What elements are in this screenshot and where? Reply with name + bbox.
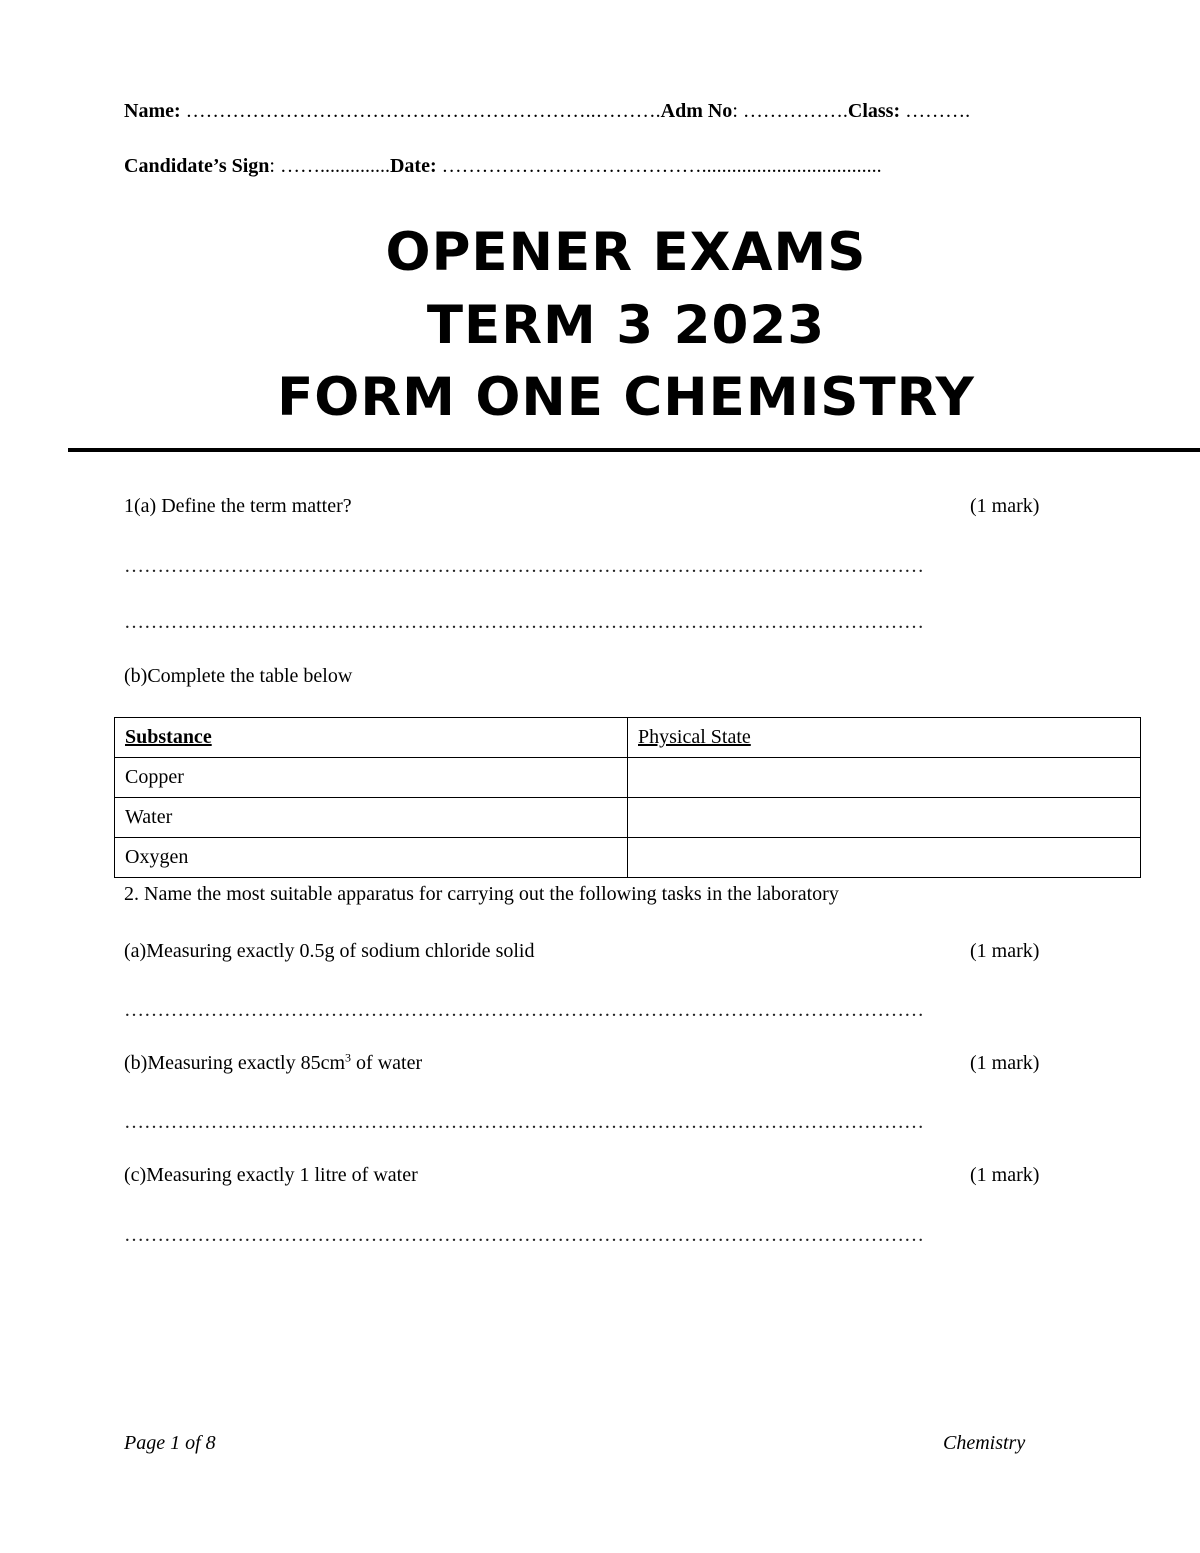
title-line-3: FORM ONE CHEMISTRY <box>277 367 975 428</box>
question-1a-marks: (1 mark) <box>970 495 1040 517</box>
question-2a-marks: (1 mark) <box>970 940 1040 962</box>
title-line-2: TERM 3 2023 <box>426 295 826 356</box>
header-line-1 <box>124 100 970 123</box>
table-header-physical-state: Physical State <box>628 718 1141 758</box>
question-1a: 1(a) Define the term matter? <box>124 495 352 517</box>
substance-table <box>114 717 1141 878</box>
table-header-substance: Substance <box>115 718 628 758</box>
answer-line-2b[interactable]: ………………………………………………………………………………………………………… <box>124 1111 924 1133</box>
table-cell-substance: Copper <box>115 758 628 798</box>
answer-line-2c[interactable]: ………………………………………………………………………………………………………… <box>124 1224 924 1246</box>
question-2a: (a)Measuring exactly 0.5g of sodium chloride solid <box>124 940 535 962</box>
class-field[interactable]: ………. <box>900 100 971 122</box>
date-label: Date: <box>389 155 437 177</box>
question-2c-marks: (1 mark) <box>970 1164 1040 1186</box>
table-row <box>115 838 1141 878</box>
question-2c: (c)Measuring exactly 1 litre of water <box>124 1164 418 1186</box>
title-line-1: OPENER EXAMS <box>385 222 867 283</box>
title-divider <box>68 448 1200 452</box>
candidate-sign-field[interactable]: : …….............. <box>269 155 390 177</box>
answer-line-1a-1[interactable]: ………………………………………………………………………………………………………… <box>124 555 924 577</box>
footer-page-number: Page 1 of 8 <box>124 1432 216 1454</box>
adm-no-label: Adm No <box>660 100 733 122</box>
question-2b: (b)Measuring exactly $85cm^3$ of water <box>124 1050 423 1074</box>
table-row <box>115 798 1141 838</box>
adm-no-field[interactable]: : ……………. <box>732 100 848 122</box>
date-field[interactable]: ………………………………….................................... <box>436 155 882 177</box>
answer-line-1a-2[interactable]: ………………………………………………………………………………………………………… <box>124 611 924 633</box>
table-header-row <box>115 718 1141 758</box>
question-1b: (b)Complete the table below <box>124 665 353 687</box>
question-2-intro: 2. Name the most suitable apparatus for carrying out the following tasks in the laboratory <box>124 883 839 905</box>
table-row <box>115 758 1141 798</box>
table-cell-state-input[interactable] <box>628 838 1141 878</box>
footer-subject: Chemistry <box>943 1432 1026 1454</box>
class-label: Class: <box>847 100 901 122</box>
candidate-sign-label: Candidate’s Sign <box>124 155 270 177</box>
table-cell-state-input[interactable] <box>628 798 1141 838</box>
name-label: Name: <box>124 100 181 122</box>
name-field[interactable]: ……………………………………………………..………. <box>180 100 661 122</box>
header-line-2 <box>124 155 882 178</box>
table-cell-substance: Water <box>115 798 628 838</box>
table-cell-substance: Oxygen <box>115 838 628 878</box>
question-2b-marks: (1 mark) <box>970 1052 1040 1074</box>
table-cell-state-input[interactable] <box>628 758 1141 798</box>
answer-line-2a[interactable]: ………………………………………………………………………………………………………… <box>124 999 924 1021</box>
